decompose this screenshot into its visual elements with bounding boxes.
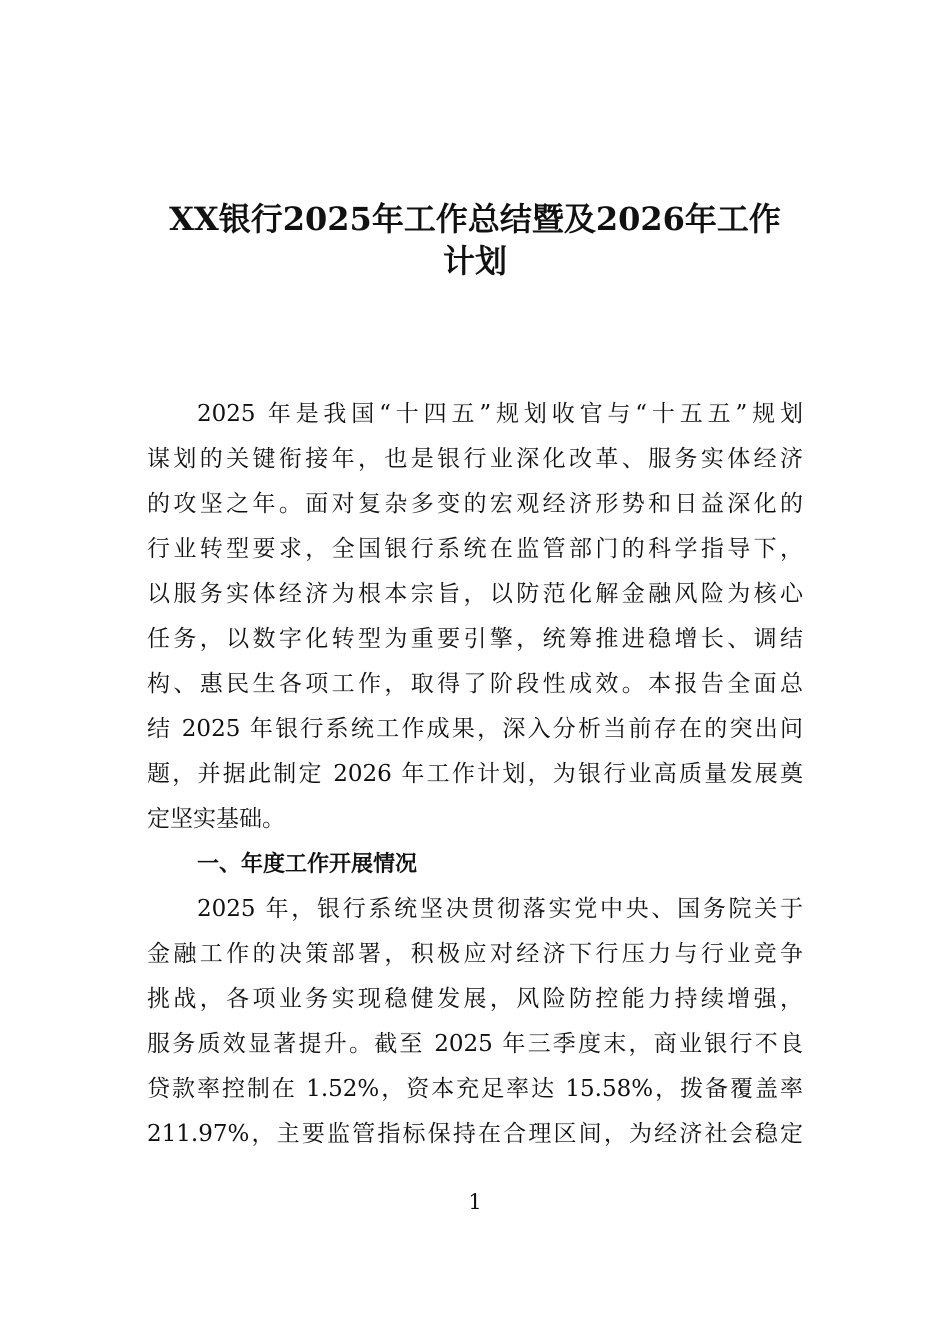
paragraph-line: 金融工作的决策部署，积极应对经济下行压力与行业竞争 <box>147 941 803 967</box>
paragraph-line: 题，并据此制定 2026 年工作计划，为银行业高质量发展奠 <box>147 761 803 787</box>
paragraph-line: 行业转型要求，全国银行系统在监管部门的科学指导下， <box>147 536 803 562</box>
paragraph-line: 2025 年是我国“十四五”规划收官与“十五五”规划 <box>197 401 803 427</box>
paragraph-line: 结 2025 年银行系统工作成果，深入分析当前存在的突出问 <box>147 716 803 742</box>
document-body <box>147 392 803 1157</box>
paragraph-line: 以服务实体经济为根本宗旨，以防范化解金融风险为核心 <box>147 581 803 607</box>
paragraph-line: 构、惠民生各项工作，取得了阶段性成效。本报告全面总 <box>147 671 803 697</box>
document-title-line-1: XX银行2025年工作总结暨及2026年工作 <box>169 200 781 238</box>
paragraph-line: 211.97%，主要监管指标保持在合理区间，为经济社会稳定 <box>147 1121 803 1147</box>
paragraph-line: 的攻坚之年。面对复杂多变的宏观经济形势和日益深化的 <box>147 491 803 517</box>
document-title-line-2: 计划 <box>442 242 507 280</box>
paragraph-line: 贷款率控制在 1.52%，资本充足率达 15.58%，拨备覆盖率 <box>147 1076 803 1102</box>
section-heading: 一、年度工作开展情况 <box>197 852 418 877</box>
paragraph-line: 挑战，各项业务实现稳健发展，风险防控能力持续增强， <box>147 986 803 1012</box>
paragraph-line: 任务，以数字化转型为重要引擎，统筹推进稳增长、调结 <box>147 626 803 652</box>
paragraph-line: 服务质效显著提升。截至 2025 年三季度末，商业银行不良 <box>147 1031 803 1057</box>
paragraph-line: 谋划的关键衔接年，也是银行业深化改革、服务实体经济 <box>147 446 803 472</box>
paragraph-line: 定坚实基础。 <box>147 806 285 832</box>
paragraph-line: 2025 年，银行系统坚决贯彻落实党中央、国务院关于 <box>197 896 803 922</box>
page-number: 1 <box>468 1190 482 1214</box>
